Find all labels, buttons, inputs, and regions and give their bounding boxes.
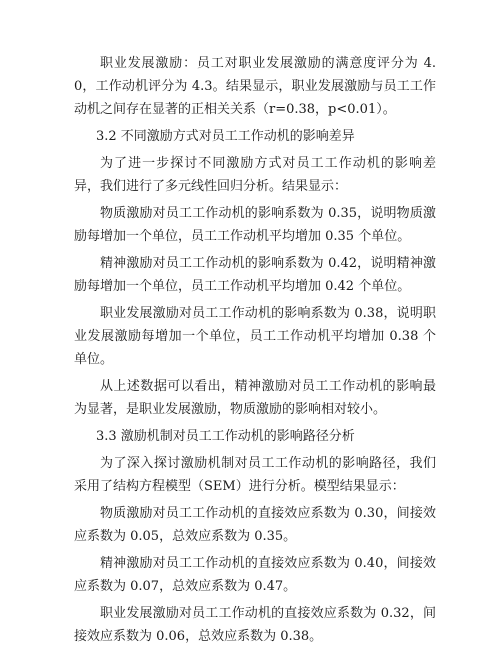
paragraph-career-development-summary: 职业发展激励：员工对职业发展激励的满意度评分为 4.0，工作动机评分为 4.3。结果显示，职业发展激励与员工工作动机之间存在显著的正相关关系（r=0.38，p<0.01）。	[74, 56, 436, 117]
section-heading-3-3: 3.3 激励机制对员工工作动机的影响路径分析	[96, 429, 355, 444]
paragraph-spiritual-coefficient: 精神激励对员工工作动机的影响系数为 0.42，说明精神激励每增加一个单位，员工工作动机平均增加 0.42 个单位。	[74, 256, 436, 294]
section-heading-3-2: 3.2 不同激励方式对员工工作动机的影响差异	[96, 129, 355, 144]
paragraph-spiritual-effects: 精神激励对员工工作动机的直接效应系数为 0.40，间接效应系数为 0.07，总效应系数为 0.47。	[74, 556, 436, 594]
paragraph-comparison-conclusion: 从上述数据可以看出，精神激励对员工工作动机的影响最为显著，是职业发展激励，物质激励的影响相对较小。	[74, 379, 436, 417]
paragraph-material-coefficient: 物质激励对员工工作动机的影响系数为 0.35，说明物质激励每增加一个单位，员工工作动机平均增加 0.35 个单位。	[74, 206, 436, 244]
paragraph-material-effects: 物质激励对员工工作动机的直接效应系数为 0.30，间接效应系数为 0.05，总效应系数为 0.35。	[74, 506, 436, 544]
document-body	[74, 52, 436, 652]
paragraph-career-effects: 职业发展激励对员工工作动机的直接效应系数为 0.32，间接效应系数为 0.06，总效应系数为 0.38。	[74, 606, 436, 644]
paragraph-career-coefficient: 职业发展激励对员工工作动机的影响系数为 0.38，说明职业发展激励每增加一个单位，员工工作动机平均增加 0.38 个单位。	[74, 306, 436, 367]
paragraph-regression-intro: 为了进一步探讨不同激励方式对员工工作动机的影响差异，我们进行了多元线性回归分析。结果显示：	[74, 156, 436, 194]
paragraph-sem-intro: 为了深入探讨激励机制对员工工作动机的影响路径，我们采用了结构方程模型（SEM）进行分析。模型结果显示：	[74, 456, 436, 494]
